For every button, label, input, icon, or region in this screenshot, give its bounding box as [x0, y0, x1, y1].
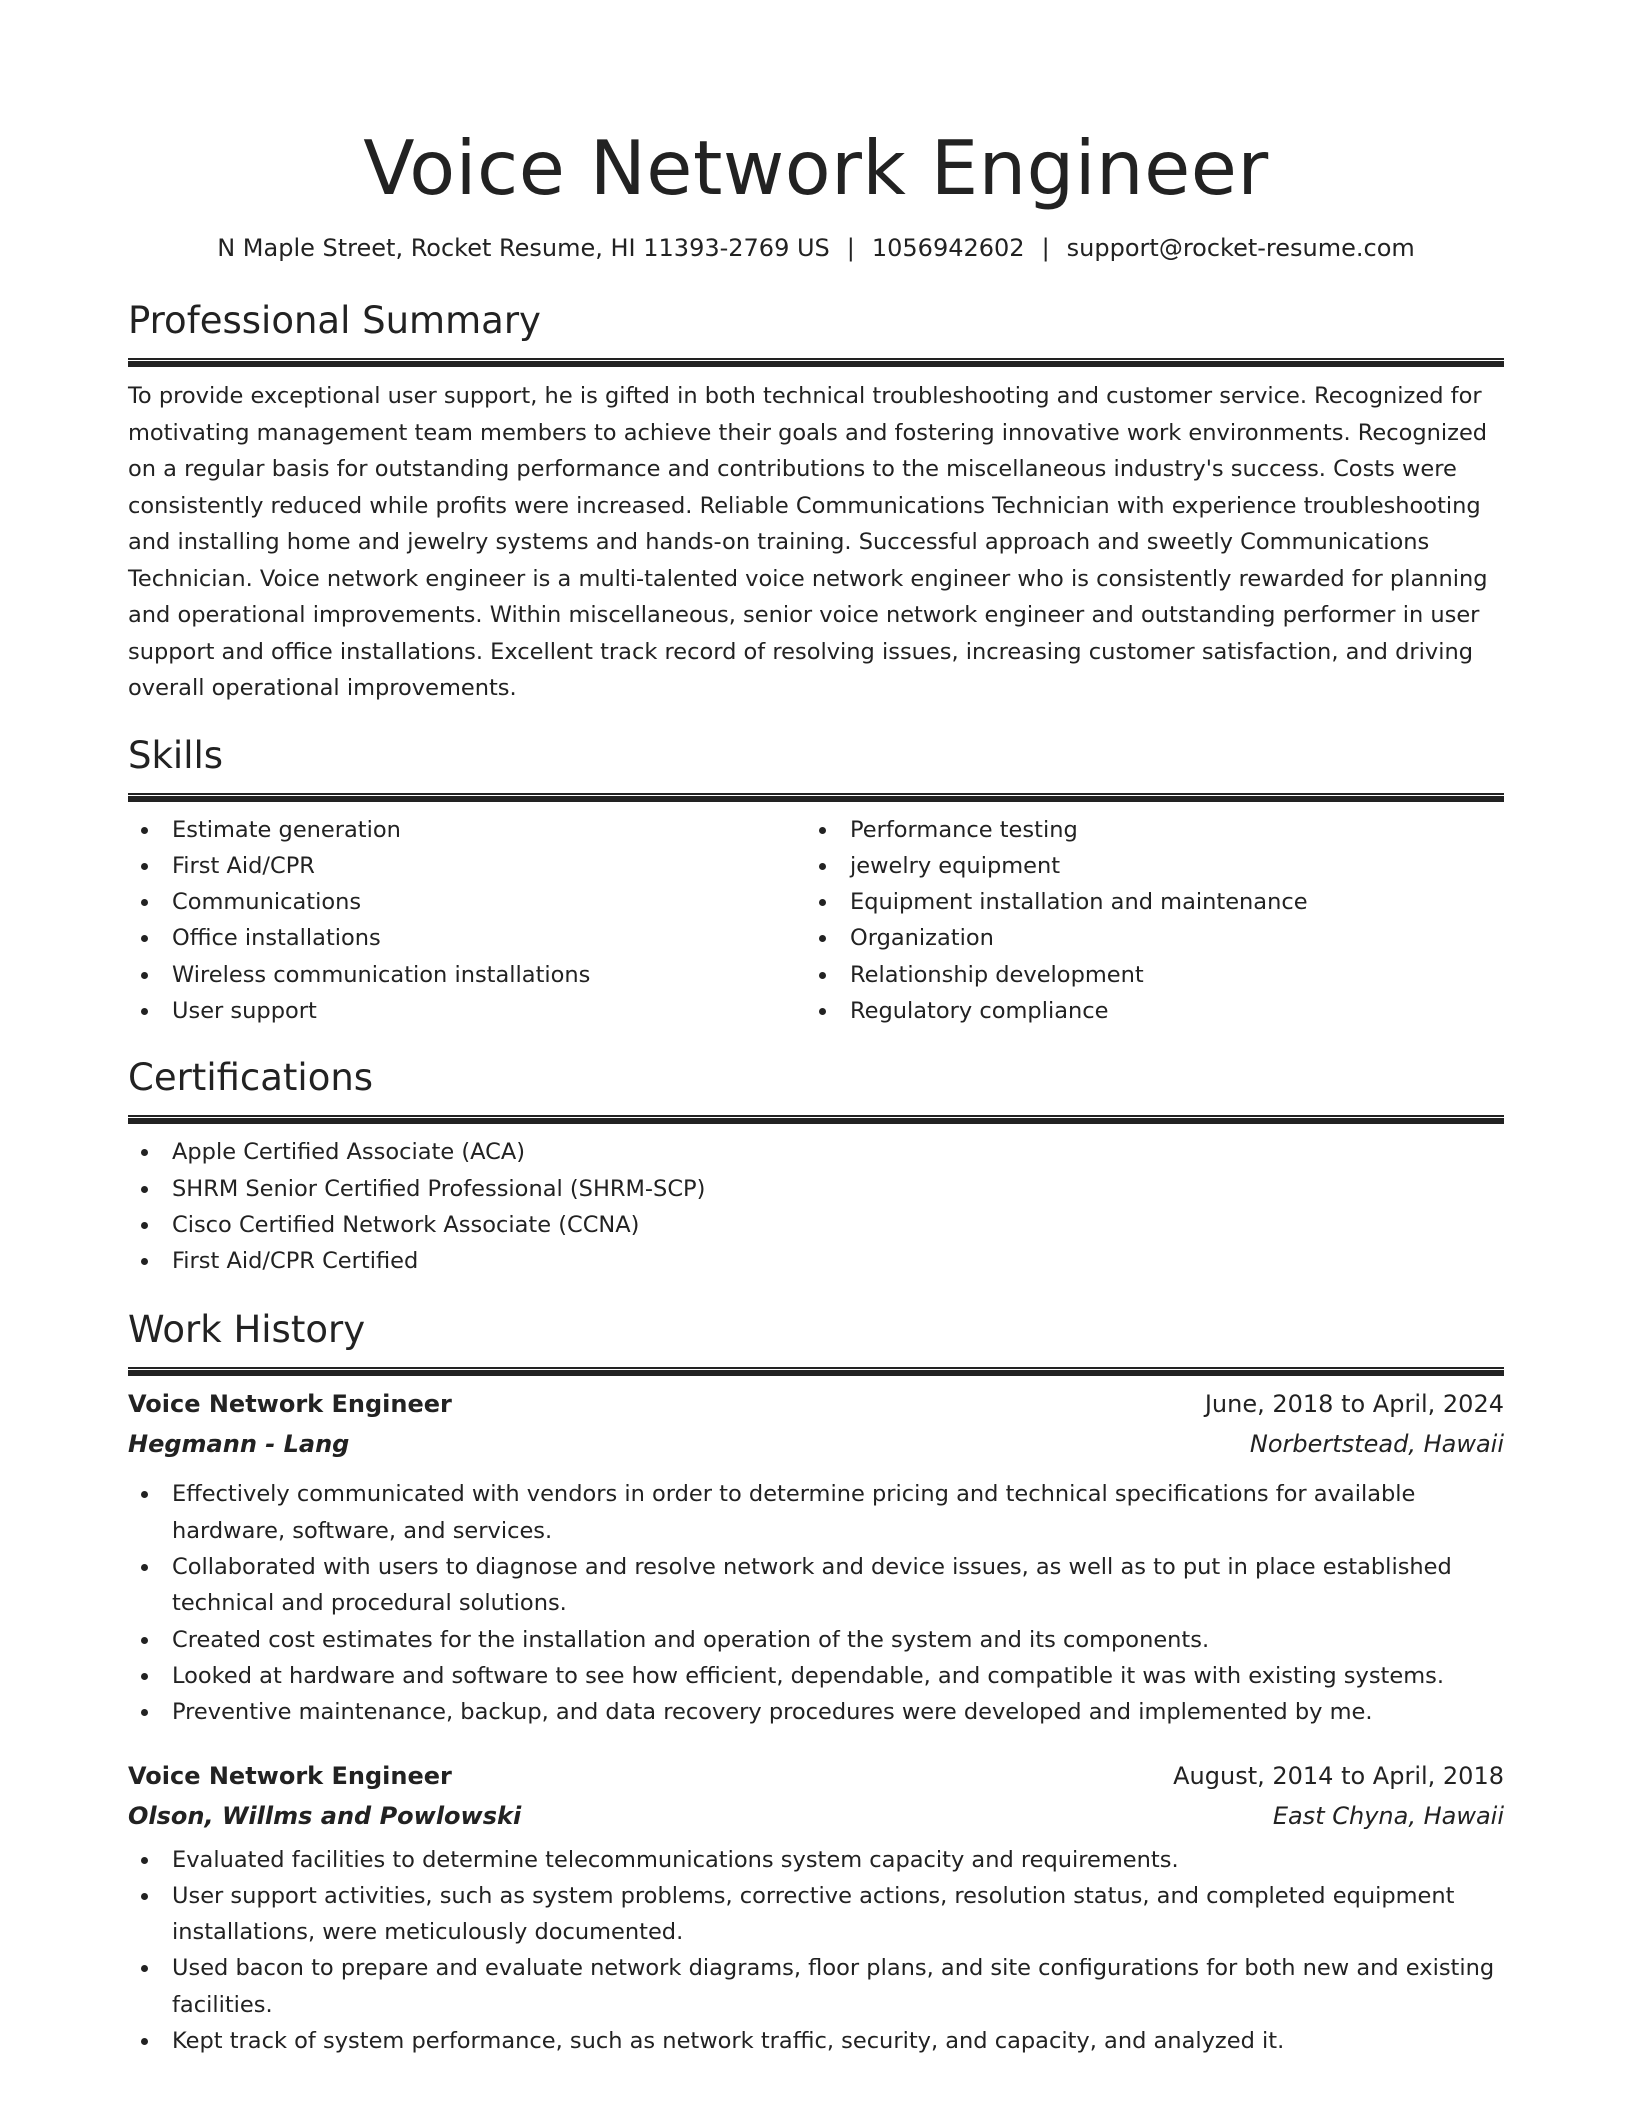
- job-subheader: [128, 1424, 1504, 1464]
- skill-item: User support: [128, 993, 806, 1029]
- job-duty: Kept track of system performance, such as network traffic, security, and capacity, and analyzed it.: [128, 2023, 1504, 2059]
- job-title: Voice Network Engineer: [128, 1390, 452, 1419]
- skills-list-left: [128, 812, 806, 1030]
- section-title-certifications: Certifications: [128, 1056, 374, 1100]
- section-title-summary: Professional Summary: [128, 299, 541, 342]
- job-duty: Looked at hardware and software to see how efficient, dependable, and compatible it was with existing systems.: [128, 1658, 1504, 1694]
- job-company: Hegmann - Lang: [128, 1430, 350, 1459]
- contact-separator: |: [846, 234, 855, 262]
- job-duty: Effectively communicated with vendors in order to determine pricing and technical specifications for available hardware, software, and services.: [128, 1476, 1504, 1549]
- resume-name: Voice Network Engineer: [363, 124, 1269, 212]
- skills-grid: [128, 812, 1504, 1030]
- certifications-list: [128, 1134, 1504, 1279]
- contact-separator: |: [1041, 234, 1050, 262]
- job-subheader: [128, 1796, 1504, 1836]
- job-dates: June, 2018 to April, 2024: [1204, 1390, 1504, 1419]
- job-duty: Created cost estimates for the installation and operation of the system and its components.: [128, 1622, 1504, 1658]
- job-duty: Collaborated with users to diagnose and resolve network and device issues, as well as to put in place established technical and procedural solutions.: [128, 1549, 1504, 1622]
- skill-item: Organization: [806, 920, 1484, 956]
- certifications-section: [128, 1055, 1504, 1279]
- contact-line: [128, 232, 1504, 264]
- skill-item: Performance testing: [806, 812, 1484, 848]
- skill-item: First Aid/CPR: [128, 848, 806, 884]
- work-history-section: [128, 1307, 1504, 2059]
- job-header: [128, 1384, 1504, 1424]
- job-duties-list: [128, 1842, 1504, 2060]
- job-duty: Preventive maintenance, backup, and data recovery procedures were developed and implemented by me.: [128, 1694, 1504, 1730]
- summary-section: [128, 298, 1504, 707]
- job-header: [128, 1756, 1504, 1796]
- contact-address: N Maple Street, Rocket Resume, HI 11393-2769 US: [217, 234, 830, 262]
- job-entry: [128, 1756, 1504, 2060]
- skill-item: Relationship development: [806, 957, 1484, 993]
- section-divider: [128, 358, 1504, 367]
- contact-phone: 1056942602: [871, 234, 1025, 262]
- job-duties-list: [128, 1476, 1504, 1730]
- section-divider: [128, 1115, 1504, 1124]
- skills-section: [128, 733, 1504, 1030]
- job-duty: User support activities, such as system problems, corrective actions, resolution status, and completed equipment installations, were meticulously documented.: [128, 1878, 1504, 1951]
- contact-email: support@rocket-resume.com: [1066, 234, 1415, 262]
- skill-item: jewelry equipment: [806, 848, 1484, 884]
- certification-item: Apple Certified Associate (ACA): [128, 1134, 1504, 1170]
- skill-item: Office installations: [128, 920, 806, 956]
- skill-item: Wireless communication installations: [128, 957, 806, 993]
- skill-item: Communications: [128, 884, 806, 920]
- job-location: East Chyna, Hawaii: [1272, 1801, 1504, 1830]
- summary-text: To provide exceptional user support, he is gifted in both technical troubleshooting and customer service. Recognized for motivating management team members to achieve their goals and fostering innovative work environments. Recognized on a regular basis for outstanding performance and contributions to the miscellaneous industry's success. Costs were consistently reduced while profits were increased. Reliable Communications Technician with experience troubleshooting and installing home and jewelry systems and hands-on training. Successful approach and sweetly Communications Technician. Voice network engineer is a multi-talented voice network engineer who is consistently rewarded for planning and operational improvements. Within miscellaneous, senior voice network engineer and outstanding performer in user support and office installations. Excellent track record of resolving issues, increasing customer satisfaction, and driving overall operational improvements.: [128, 383, 1488, 701]
- certification-item: Cisco Certified Network Associate (CCNA): [128, 1207, 1504, 1243]
- section-divider: [128, 1367, 1504, 1376]
- job-entry: [128, 1384, 1504, 1730]
- section-divider: [128, 793, 1504, 802]
- skill-item: Regulatory compliance: [806, 993, 1484, 1029]
- job-title: Voice Network Engineer: [128, 1761, 452, 1790]
- certification-item: SHRM Senior Certified Professional (SHRM-SCP): [128, 1171, 1504, 1207]
- section-title-skills: Skills: [128, 733, 224, 777]
- skill-item: Equipment installation and maintenance: [806, 884, 1484, 920]
- job-duty: Used bacon to prepare and evaluate network diagrams, floor plans, and site configurations for both new and existing facilities.: [128, 1950, 1504, 2023]
- skill-item: Estimate generation: [128, 812, 806, 848]
- job-dates: August, 2014 to April, 2018: [1173, 1761, 1504, 1790]
- skills-list-right: [806, 812, 1484, 1030]
- job-duty: Evaluated facilities to determine telecommunications system capacity and requirements.: [128, 1842, 1504, 1878]
- section-title-work-history: Work History: [128, 1308, 366, 1352]
- job-company: Olson, Willms and Powlowski: [128, 1801, 522, 1830]
- job-location: Norbertstead, Hawaii: [1249, 1430, 1504, 1459]
- certification-item: First Aid/CPR Certified: [128, 1243, 1504, 1279]
